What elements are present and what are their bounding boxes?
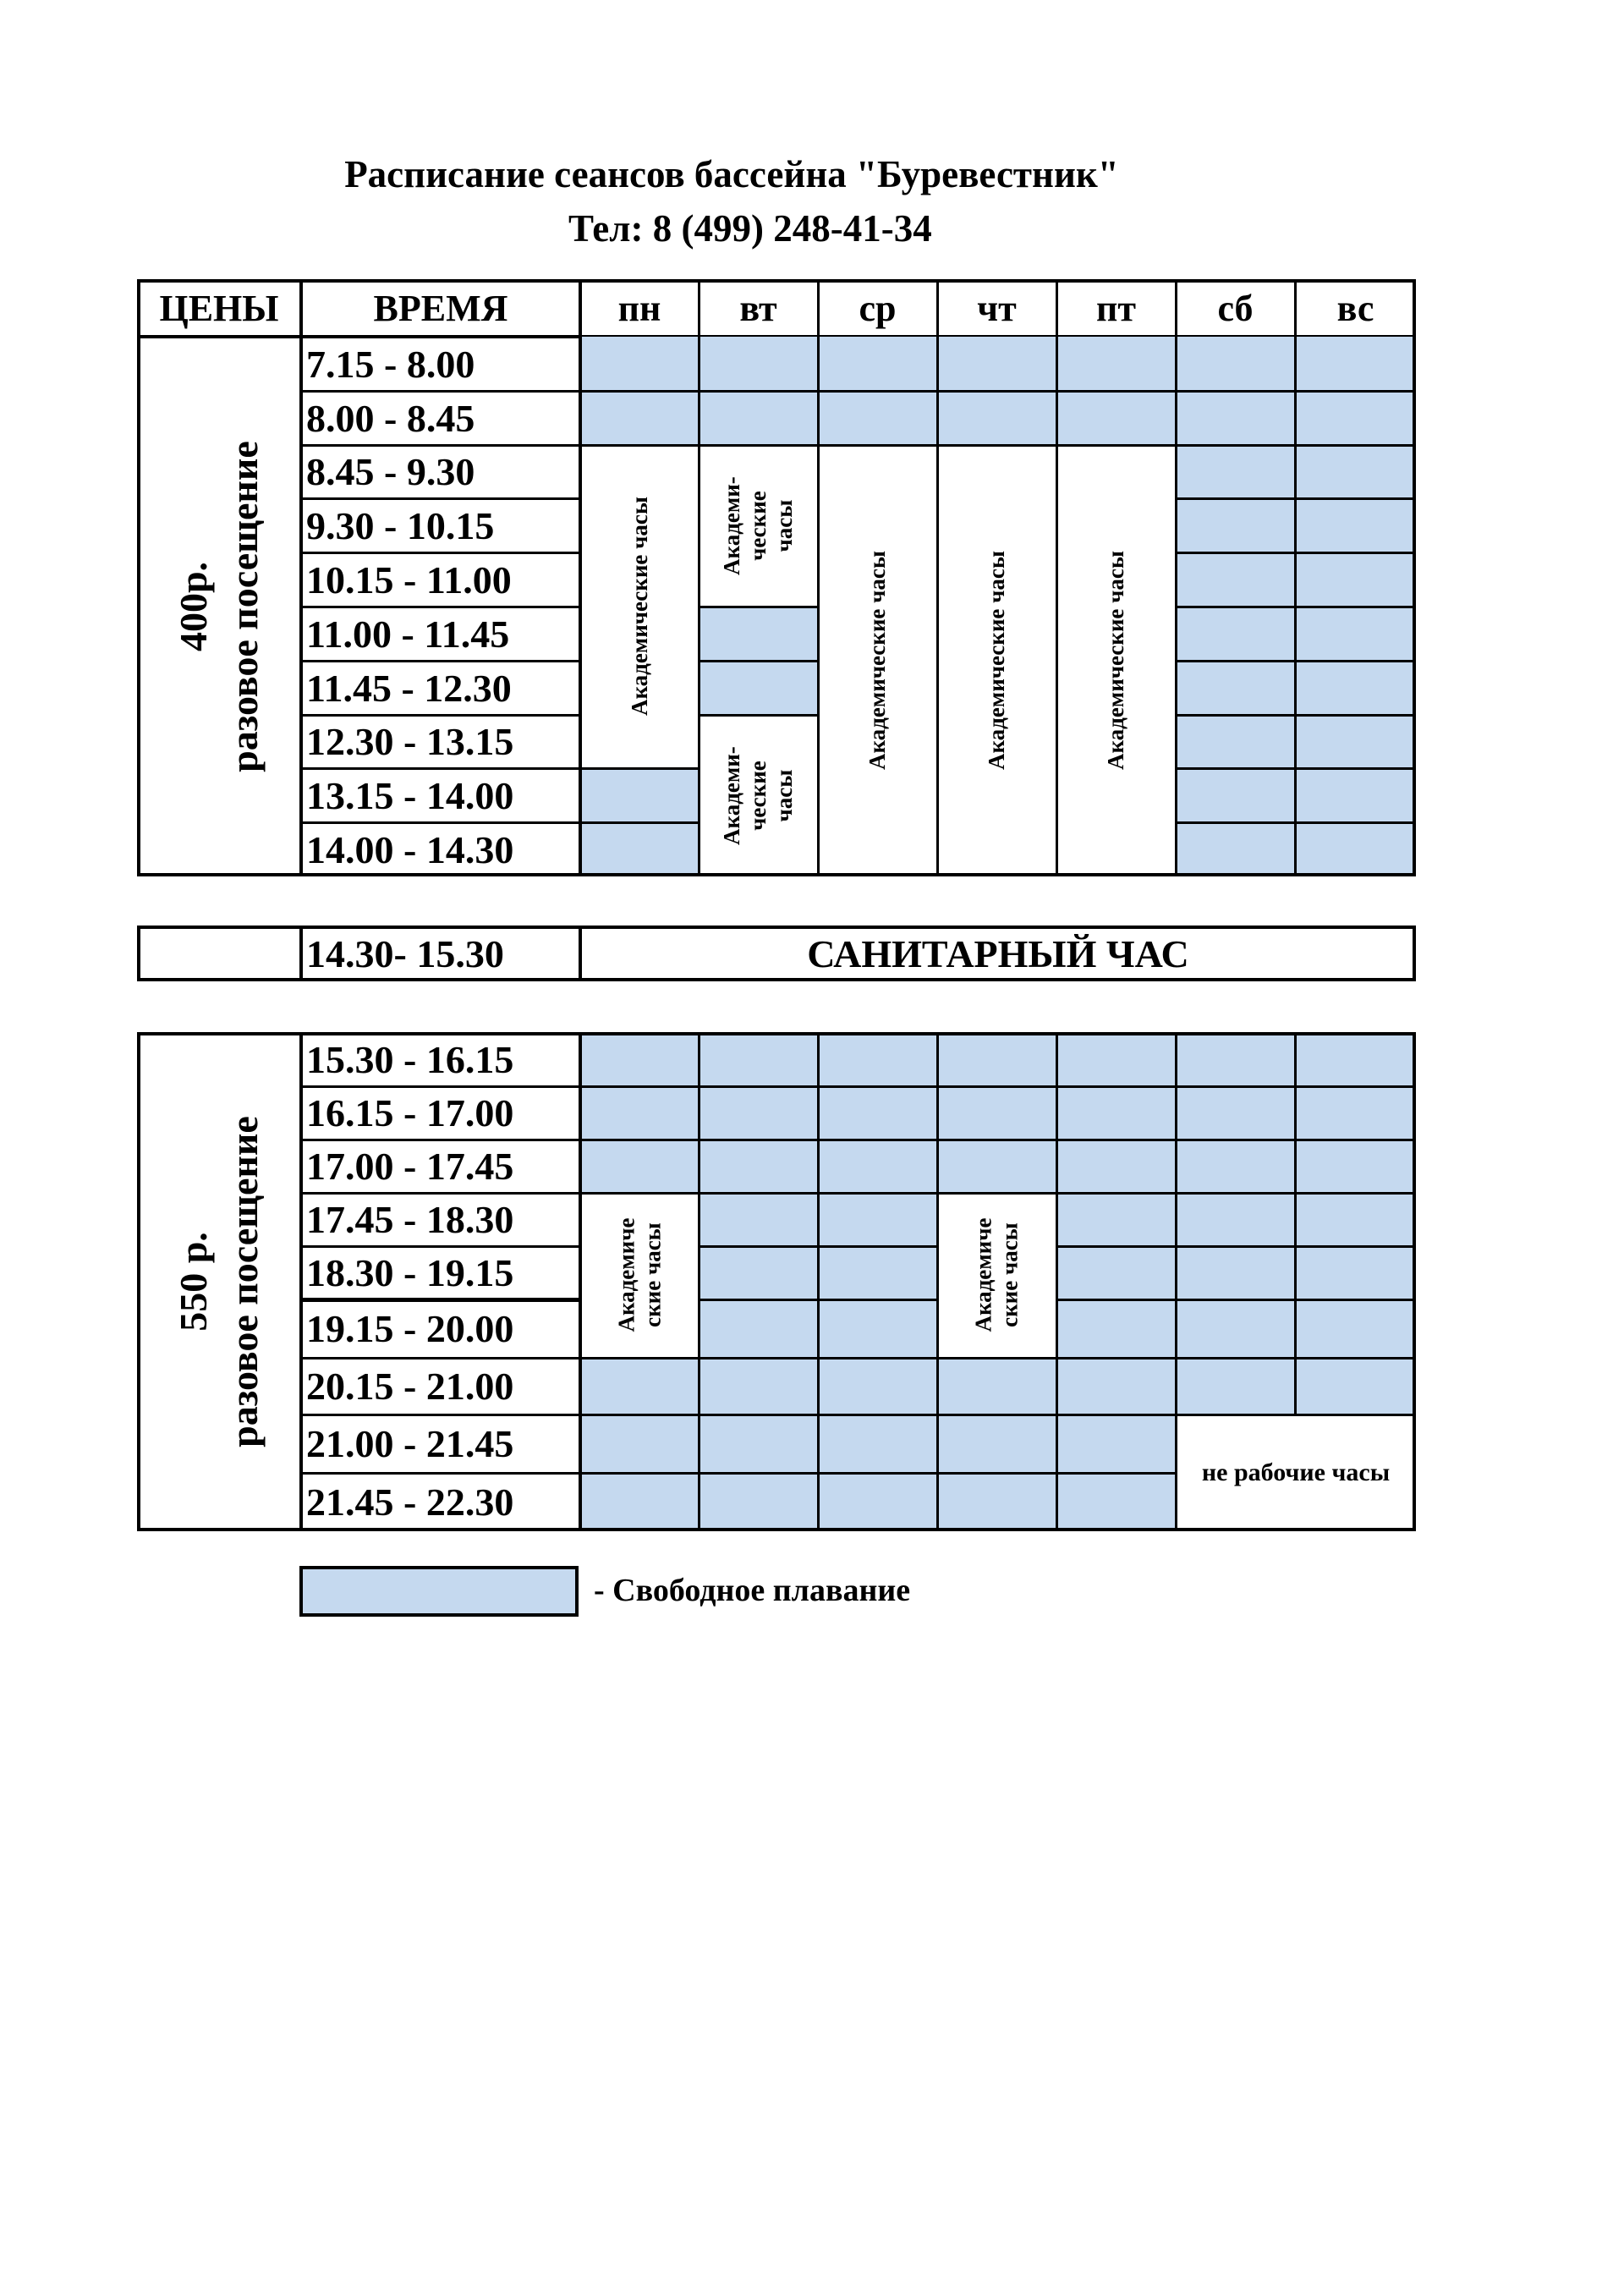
grid-line [699, 444, 818, 447]
academic-block-mon [580, 445, 699, 768]
grid-line [301, 1245, 580, 1248]
grid-line [936, 279, 939, 337]
free-swim-cell [937, 1086, 1056, 1140]
time-slot: 10.15 - 11.00 [306, 558, 512, 601]
free-swim-cell [699, 1299, 818, 1358]
free-swim-cell [580, 391, 699, 445]
free-swim-cell [1056, 1140, 1176, 1193]
legend-swatch [299, 1566, 579, 1617]
free-swim-cell [1056, 1414, 1176, 1473]
grid-line [699, 390, 818, 393]
grid-line [580, 1192, 699, 1195]
grid-line [1295, 444, 1416, 447]
free-swim-cell [699, 1193, 818, 1246]
free-swim-cell [1295, 1299, 1416, 1358]
free-swim-cell [1295, 1140, 1416, 1193]
grid-line [1295, 767, 1416, 770]
grid-line [818, 1085, 937, 1088]
free-swim-cell [818, 1086, 937, 1140]
grid-line [299, 1032, 303, 1531]
free-swim-cell [699, 1414, 818, 1473]
free-swim-cell [580, 822, 699, 876]
border-bottom [137, 1528, 1416, 1531]
free-swim-cell [1176, 391, 1295, 445]
free-swim-cell [1295, 498, 1416, 552]
academic-hours-label: Академические часы [983, 551, 1009, 771]
time-slot: 17.00 - 17.45 [306, 1145, 514, 1188]
visit-type: разовое посещение [222, 441, 266, 772]
grid-line [1295, 552, 1416, 554]
visit-type: разовое посещение [222, 1116, 266, 1447]
free-swim-cell [580, 1086, 699, 1140]
sanitary-hour-label: САНИТАРНЫЙ ЧАС [807, 931, 1189, 975]
grid-line [1175, 337, 1177, 876]
border-right [1413, 279, 1416, 876]
grid-line [1056, 1357, 1176, 1359]
free-swim-cell [1176, 1358, 1295, 1414]
free-swim-cell [1176, 552, 1295, 607]
price-label [168, 1116, 270, 1447]
grid-line [699, 1192, 818, 1195]
free-swim-cell [1176, 1086, 1295, 1140]
grid-line [1056, 1085, 1176, 1088]
free-swim-cell [818, 1193, 937, 1246]
time-slot: 14.00 - 14.30 [306, 827, 514, 871]
price-label [168, 441, 270, 772]
free-swim-cell [699, 391, 818, 445]
grid-line [580, 1139, 699, 1141]
grid-line [817, 279, 820, 337]
grid-line [580, 1414, 699, 1416]
grid-line [580, 1085, 699, 1088]
non-working-hours: не рабочие часы [1201, 1458, 1391, 1486]
grid-line [1175, 1032, 1177, 1531]
grid-line [818, 1192, 937, 1195]
free-swim-cell [1295, 1358, 1416, 1414]
grid-line [1295, 1299, 1416, 1301]
grid-line [1056, 337, 1058, 876]
column-header-day: пт [1096, 287, 1136, 329]
schedule-morning [137, 279, 1416, 876]
price-cell [137, 1032, 301, 1531]
academic-hours-label: Академи- ческие часы [718, 746, 798, 845]
grid-line [1175, 279, 1177, 337]
grid-line [299, 279, 303, 876]
free-swim-cell [580, 1473, 699, 1531]
grid-line [1295, 497, 1416, 500]
column-header-day: пн [617, 287, 661, 329]
grid-line [818, 1357, 937, 1359]
column-header-prices: ЦЕНЫ [159, 287, 279, 329]
grid-line [1056, 1139, 1176, 1141]
grid-line [1056, 1414, 1176, 1416]
grid-line [818, 1414, 937, 1416]
grid-line [699, 660, 818, 662]
free-swim-cell [1295, 715, 1416, 768]
grid-line [301, 1472, 580, 1475]
time-slot: 12.30 - 13.15 [306, 720, 514, 763]
grid-line [301, 714, 580, 717]
free-swim-cell [699, 1246, 818, 1299]
grid-line [699, 1299, 818, 1301]
grid-line [301, 1085, 580, 1088]
grid-line [579, 1032, 582, 1531]
free-swim-cell [937, 337, 1056, 391]
free-swim-cell [818, 1140, 937, 1193]
academic-hours-label: Академические часы [1102, 551, 1128, 771]
grid-line [699, 1245, 818, 1248]
grid-line [1176, 1245, 1295, 1248]
free-swim-cell [818, 1032, 937, 1086]
free-swim-cell [937, 391, 1056, 445]
free-swim-cell [818, 1299, 937, 1358]
grid-line [1176, 1357, 1295, 1359]
free-swim-cell [818, 1473, 937, 1531]
grid-line [1176, 1414, 1295, 1416]
schedule-evening [137, 1032, 1416, 1531]
grid-line [301, 660, 580, 662]
grid-line [301, 497, 580, 500]
free-swim-cell [699, 607, 818, 661]
free-swim-cell [1295, 445, 1416, 498]
grid-line [1295, 714, 1416, 717]
academic-hours-label: Академиче ские часы [612, 1218, 665, 1332]
free-swim-cell [1295, 768, 1416, 822]
grid-line [818, 1472, 937, 1475]
grid-line [1295, 1245, 1416, 1248]
grid-line [1176, 821, 1295, 824]
free-swim-cell [1295, 1032, 1416, 1086]
grid-line [818, 1245, 937, 1248]
column-header-day: сб [1217, 287, 1254, 329]
grid-line [1056, 1472, 1176, 1475]
grid-line [580, 1357, 699, 1359]
border-left [137, 926, 140, 981]
free-swim-cell [1176, 661, 1295, 715]
grid-line [937, 390, 1056, 393]
free-swim-cell [818, 337, 937, 391]
grid-line [937, 1085, 1056, 1088]
column-header-time: ВРЕМЯ [373, 287, 508, 329]
grid-line [698, 337, 700, 876]
grid-line [818, 390, 937, 393]
grid-line [1056, 390, 1176, 393]
free-swim-cell [1295, 661, 1416, 715]
grid-line [580, 821, 699, 824]
time-slot: 9.30 - 10.15 [306, 503, 495, 547]
grid-line [301, 1192, 580, 1195]
column-header-day: ср [859, 287, 897, 329]
grid-line [699, 1085, 818, 1088]
academic-block-thu-evening [937, 1193, 1056, 1358]
free-swim-cell [1176, 337, 1295, 391]
column-header-day: вт [739, 287, 777, 329]
academic-hours-label: Академические часы [626, 497, 652, 717]
time-slot: 8.00 - 8.45 [306, 396, 475, 440]
grid-line [699, 1357, 818, 1359]
academic-block-fri [1056, 445, 1176, 876]
time-slot: 21.45 - 22.30 [306, 1480, 514, 1524]
free-swim-cell [1056, 1193, 1176, 1246]
time-slot: 7.15 - 8.00 [306, 342, 475, 386]
time-slot: 15.30 - 16.15 [306, 1037, 514, 1081]
grid-line [301, 821, 580, 824]
time-slot: 13.15 - 14.00 [306, 773, 514, 817]
academic-hours-label: Академи- ческие часы [718, 476, 798, 575]
free-swim-cell [937, 1358, 1056, 1414]
free-swim-cell [580, 1358, 699, 1414]
grid-line [1294, 279, 1297, 337]
academic-block-thu [937, 445, 1056, 876]
grid-line [1295, 1085, 1416, 1088]
phone-number: Тел: 8 (499) 248-41-34 [568, 207, 932, 250]
grid-line [699, 714, 818, 717]
grid-line [1295, 1357, 1416, 1359]
border-right [1413, 1032, 1416, 1531]
free-swim-cell [1056, 1299, 1176, 1358]
grid-line [1295, 1139, 1416, 1141]
column-header-day: чт [977, 287, 1017, 329]
grid-line [1176, 660, 1295, 662]
grid-line [580, 767, 699, 770]
time-slot: 20.15 - 21.00 [306, 1365, 514, 1408]
grid-line [1056, 1245, 1176, 1248]
grid-line [1295, 1414, 1416, 1416]
border-top [137, 926, 1416, 929]
free-swim-cell [1295, 1246, 1416, 1299]
border-left [137, 279, 140, 876]
time-slot: 17.45 - 18.30 [306, 1198, 514, 1241]
grid-line [937, 1414, 1056, 1416]
academic-block-mon-evening [580, 1193, 699, 1358]
grid-line [301, 606, 580, 608]
grid-line [579, 279, 582, 876]
free-swim-cell [1056, 1246, 1176, 1299]
grid-line [301, 390, 580, 393]
free-swim-cell [818, 1246, 937, 1299]
grid-line [580, 444, 699, 447]
grid-line [1176, 444, 1295, 447]
free-swim-cell [1176, 1299, 1295, 1358]
grid-line [580, 390, 699, 393]
free-swim-cell [937, 1140, 1056, 1193]
time-slot: 19.15 - 20.00 [306, 1307, 514, 1350]
grid-line [698, 279, 700, 337]
free-swim-cell [1176, 822, 1295, 876]
grid-line [1176, 552, 1295, 554]
academic-block-tue-1 [699, 445, 818, 607]
grid-line [699, 1472, 818, 1475]
grid-line [1176, 390, 1295, 393]
time-slot: 11.45 - 12.30 [306, 666, 512, 710]
grid-line [1176, 767, 1295, 770]
free-swim-cell [1176, 445, 1295, 498]
grid-line [937, 444, 1056, 447]
free-swim-cell [699, 337, 818, 391]
grid-line [699, 1139, 818, 1141]
free-swim-cell [699, 1032, 818, 1086]
grid-line [301, 1298, 580, 1302]
grid-line [1056, 1192, 1176, 1195]
academic-block-tue-2 [699, 715, 818, 876]
grid-line [1294, 1032, 1297, 1414]
free-swim-cell [580, 768, 699, 822]
grid-line [301, 552, 580, 554]
border-top [137, 279, 1416, 283]
grid-line [1176, 714, 1295, 717]
free-swim-cell [1176, 1140, 1295, 1193]
free-swim-cell [1056, 337, 1176, 391]
free-swim-cell [699, 1086, 818, 1140]
grid-line [1176, 1192, 1295, 1195]
free-swim-cell [699, 1140, 818, 1193]
grid-line [1176, 497, 1295, 500]
time-slot: 18.30 - 19.15 [306, 1251, 514, 1294]
free-swim-cell [1176, 1193, 1295, 1246]
free-swim-cell [937, 1032, 1056, 1086]
time-slot: 16.15 - 17.00 [306, 1091, 514, 1134]
column-header-day: вс [1336, 287, 1374, 329]
grid-line [301, 444, 580, 447]
grid-line [1176, 1299, 1295, 1301]
grid-line [1295, 821, 1416, 824]
free-swim-cell [1176, 768, 1295, 822]
academic-hours-label: Академические часы [864, 551, 890, 771]
time-slot: 8.45 - 9.30 [306, 450, 475, 493]
grid-line [301, 1357, 580, 1359]
free-swim-cell [818, 1414, 937, 1473]
time-slot: 21.00 - 21.45 [306, 1422, 514, 1465]
border-top [137, 1032, 1416, 1035]
grid-line [1176, 1085, 1295, 1088]
grid-line [699, 1414, 818, 1416]
grid-line [1056, 444, 1176, 447]
free-swim-cell [699, 661, 818, 715]
free-swim-cell [1295, 1086, 1416, 1140]
free-swim-cell [699, 1358, 818, 1414]
grid-line [936, 337, 939, 876]
grid-line [1295, 606, 1416, 608]
free-swim-cell [1295, 552, 1416, 607]
free-swim-cell [1176, 498, 1295, 552]
grid-line [817, 337, 820, 876]
free-swim-cell [1295, 337, 1416, 391]
border-bottom [137, 978, 1416, 981]
free-swim-cell [818, 1358, 937, 1414]
price-value: 400р. [172, 561, 215, 652]
free-swim-cell [1295, 822, 1416, 876]
grid-line [1295, 1192, 1416, 1195]
grid-line [301, 1139, 580, 1141]
free-swim-cell [699, 1473, 818, 1531]
grid-line [698, 1032, 700, 1531]
grid-line [1056, 279, 1058, 337]
grid-line [579, 926, 582, 981]
grid-line [301, 767, 580, 770]
free-swim-cell [1056, 1032, 1176, 1086]
grid-line [937, 1357, 1056, 1359]
grid-line [818, 1139, 937, 1141]
free-swim-cell [1176, 1246, 1295, 1299]
academic-hours-label: Академиче ские часы [970, 1218, 1023, 1332]
free-swim-cell [580, 1414, 699, 1473]
grid-line [1176, 606, 1295, 608]
free-swim-cell [1176, 1032, 1295, 1086]
time-slot: 11.00 - 11.45 [306, 612, 510, 656]
free-swim-cell [1295, 607, 1416, 661]
grid-line [818, 444, 937, 447]
legend-label: - Свободное плавание [594, 1573, 911, 1608]
free-swim-cell [1056, 1473, 1176, 1531]
grid-line [818, 1299, 937, 1301]
academic-block-wed [818, 445, 937, 876]
grid-line [301, 1414, 580, 1416]
free-swim-cell [1056, 1358, 1176, 1414]
grid-line [1056, 1299, 1176, 1301]
page-title: Расписание сеансов бассейна "Буревестник" [344, 153, 1119, 195]
free-swim-cell [1295, 1193, 1416, 1246]
grid-line [1056, 1032, 1058, 1531]
grid-line [1295, 390, 1416, 393]
free-swim-cell [1295, 391, 1416, 445]
free-swim-cell [580, 1032, 699, 1086]
time-slot: 14.30- 15.30 [306, 931, 504, 975]
price-value: 550 р. [172, 1232, 215, 1332]
border-left [137, 1032, 140, 1531]
grid-line [936, 1032, 939, 1531]
price-cell [137, 337, 301, 876]
free-swim-cell [580, 1140, 699, 1193]
grid-line [937, 1192, 1056, 1195]
grid-line [1295, 660, 1416, 662]
grid-line [1176, 1139, 1295, 1141]
free-swim-cell [580, 337, 699, 391]
free-swim-cell [937, 1473, 1056, 1531]
grid-line [580, 1472, 699, 1475]
grid-line [1294, 337, 1297, 876]
free-swim-cell [1176, 715, 1295, 768]
grid-line [817, 1032, 820, 1531]
schedule-sanitary [137, 926, 1416, 981]
free-swim-cell [1176, 607, 1295, 661]
border-bottom [137, 873, 1416, 876]
free-swim-cell [818, 391, 937, 445]
grid-line [937, 1139, 1056, 1141]
free-swim-cell [1056, 391, 1176, 445]
grid-line [699, 606, 818, 608]
grid-line [299, 926, 303, 981]
free-swim-cell [1056, 1086, 1176, 1140]
free-swim-cell [937, 1414, 1056, 1473]
border-right [1413, 926, 1416, 981]
grid-line [937, 1472, 1056, 1475]
